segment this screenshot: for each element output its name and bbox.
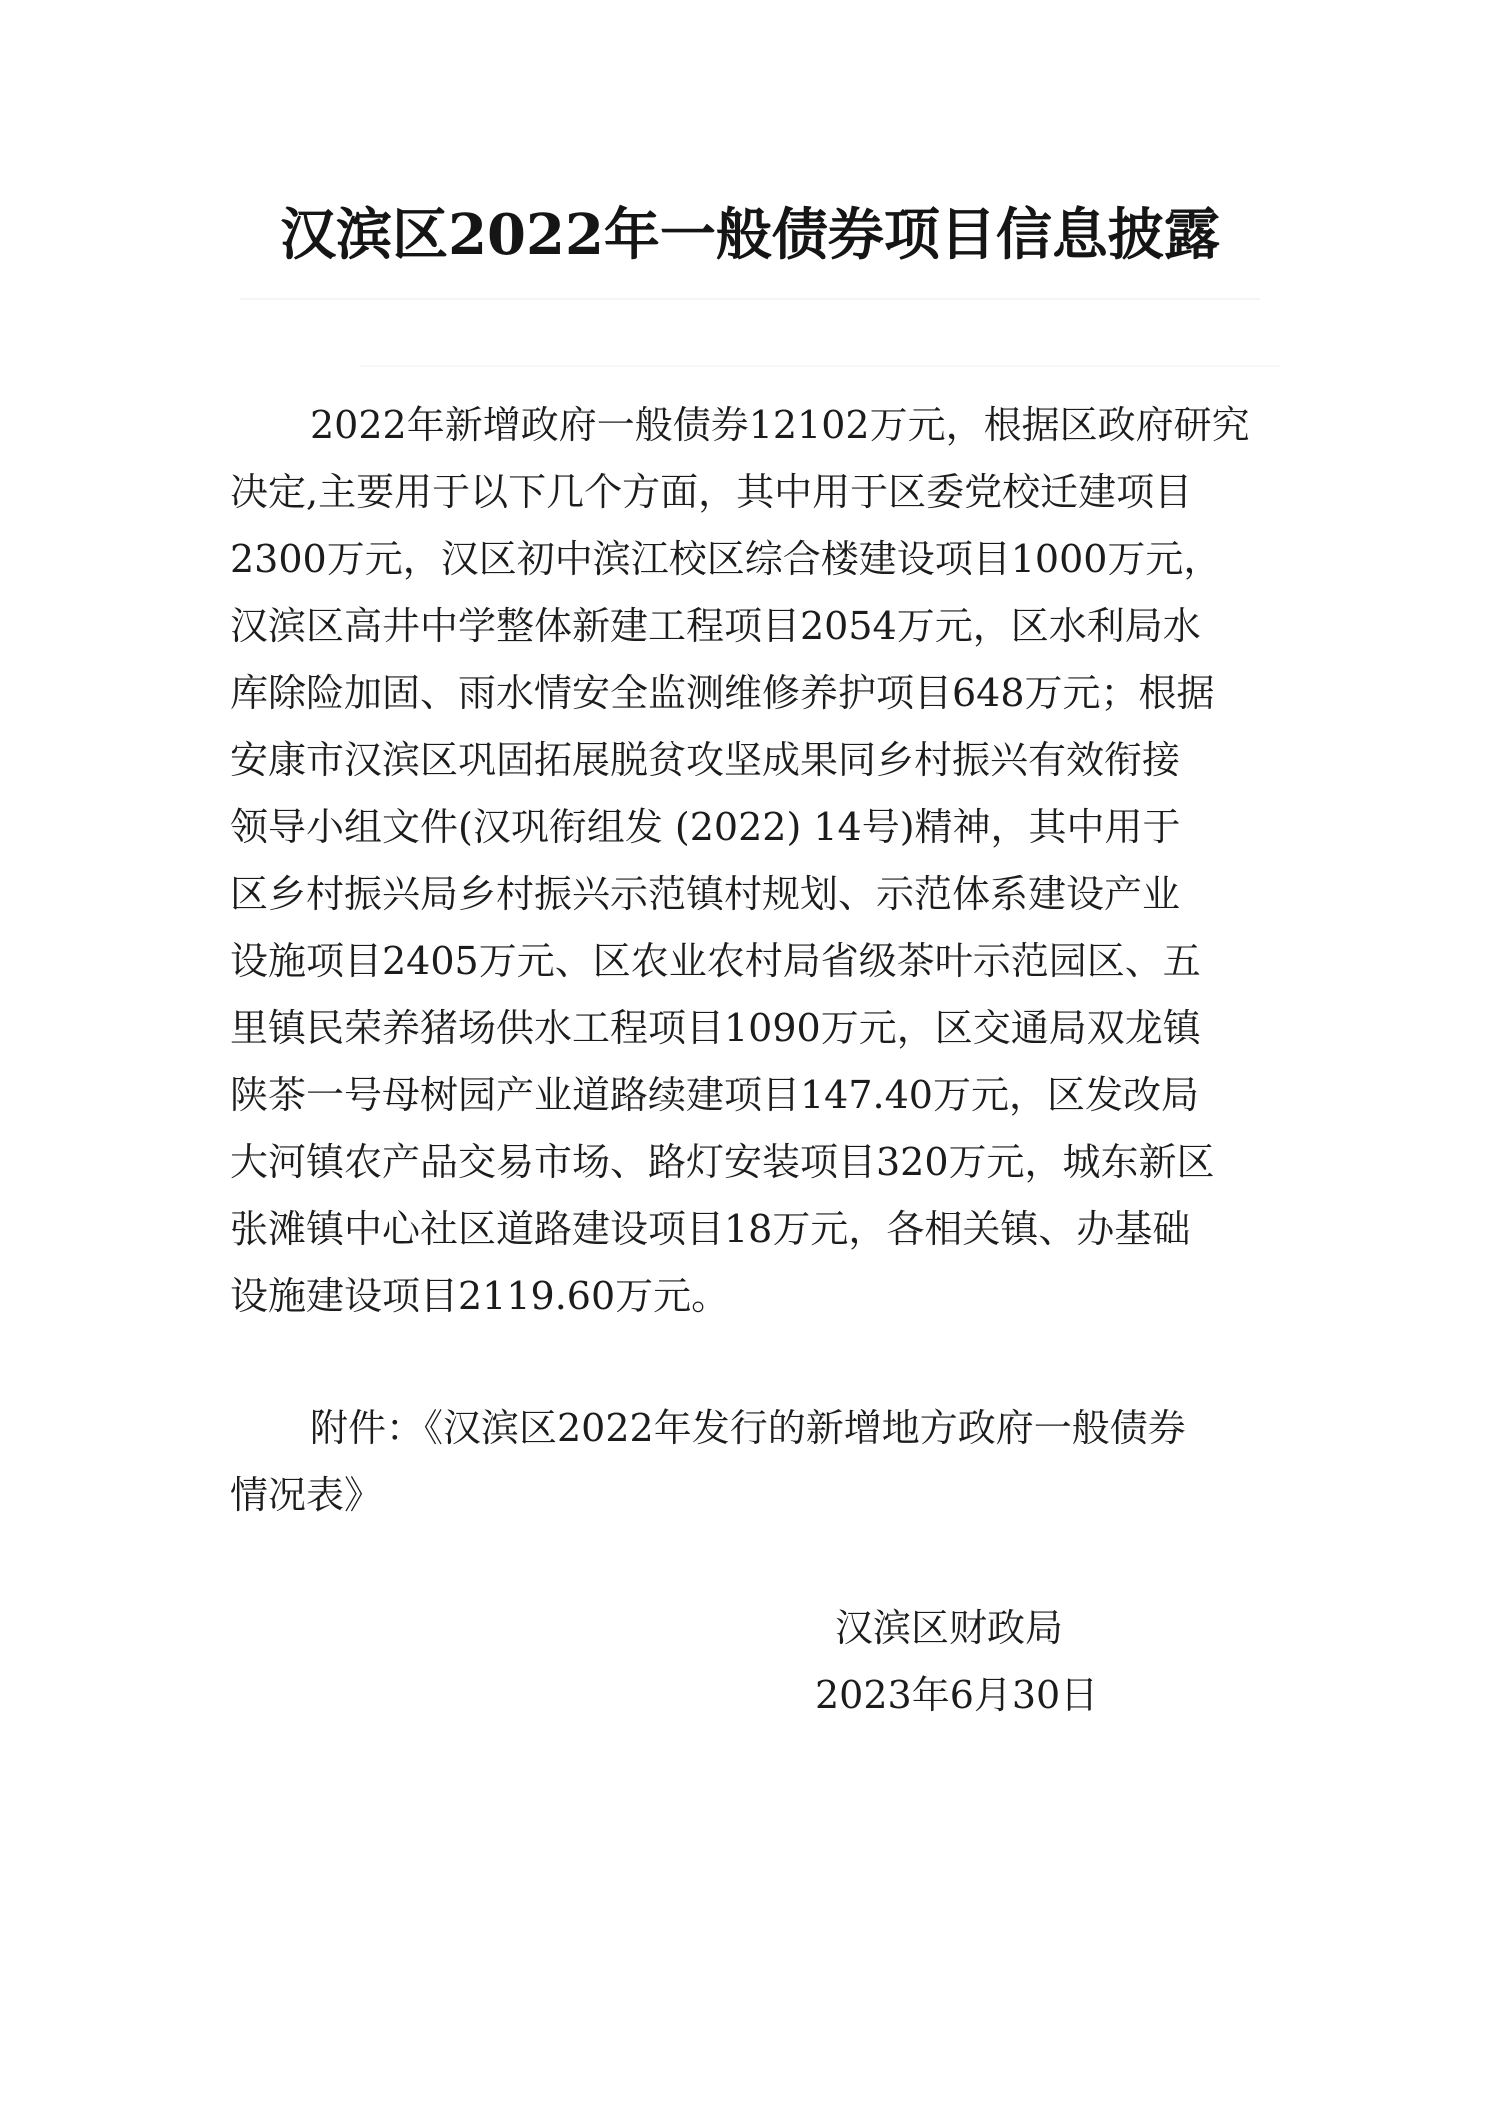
body-line: 陕茶一号母树园产业道路续建项目147.40万元，区发改局 xyxy=(230,1073,1199,1117)
body-line: 安康市汉滨区巩固拓展脱贫攻坚成果同乡村振兴有效衔接 xyxy=(230,738,1181,782)
body-line: 区乡村振兴局乡村振兴示范镇村规划、示范体系建设产业 xyxy=(230,872,1181,916)
body-line: 库除险加固、雨水情安全监测维修养护项目648万元；根据 xyxy=(230,671,1215,715)
issuer-name: 汉滨区财政局 xyxy=(835,1606,1064,1650)
body-line: 2300万元，汉区初中滨江校区综合楼建设项目1000万元， xyxy=(230,537,1222,581)
body-line: 领导小组文件(汉巩衔组发 (2022) 14号)精神，其中用于 xyxy=(230,805,1181,849)
body-line: 大河镇农产品交易市场、路灯安装项目320万元，城东新区 xyxy=(230,1140,1215,1184)
body-line: 里镇民荣养猪场供水工程项目1090万元，区交通局双龙镇 xyxy=(230,1006,1201,1050)
attachment-line: 附件：《汉滨区2022年发行的新增地方政府一般债券 xyxy=(310,1406,1186,1450)
title-divider-faint xyxy=(360,365,1280,367)
body-line: 设施项目2405万元、区农业农村局省级茶叶示范园区、五 xyxy=(230,939,1201,983)
body-line: 设施建设项目2119.60万元。 xyxy=(230,1274,730,1318)
page-title: 汉滨区2022年一般债券项目信息披露 xyxy=(280,202,1220,268)
body-line: 2022年新增政府一般债券12102万元，根据区政府研究 xyxy=(310,403,1250,447)
issue-date: 2023年6月30日 xyxy=(815,1673,1099,1717)
title-divider xyxy=(240,298,1260,300)
body-line: 决定,主要用于以下几个方面，其中用于区委党校迁建项目 xyxy=(230,470,1193,514)
body-line: 汉滨区高井中学整体新建工程项目2054万元，区水利局水 xyxy=(230,604,1201,648)
body-line: 张滩镇中心社区道路建设项目18万元，各相关镇、办基础 xyxy=(230,1207,1191,1251)
attachment-line: 情况表》 xyxy=(230,1473,383,1517)
